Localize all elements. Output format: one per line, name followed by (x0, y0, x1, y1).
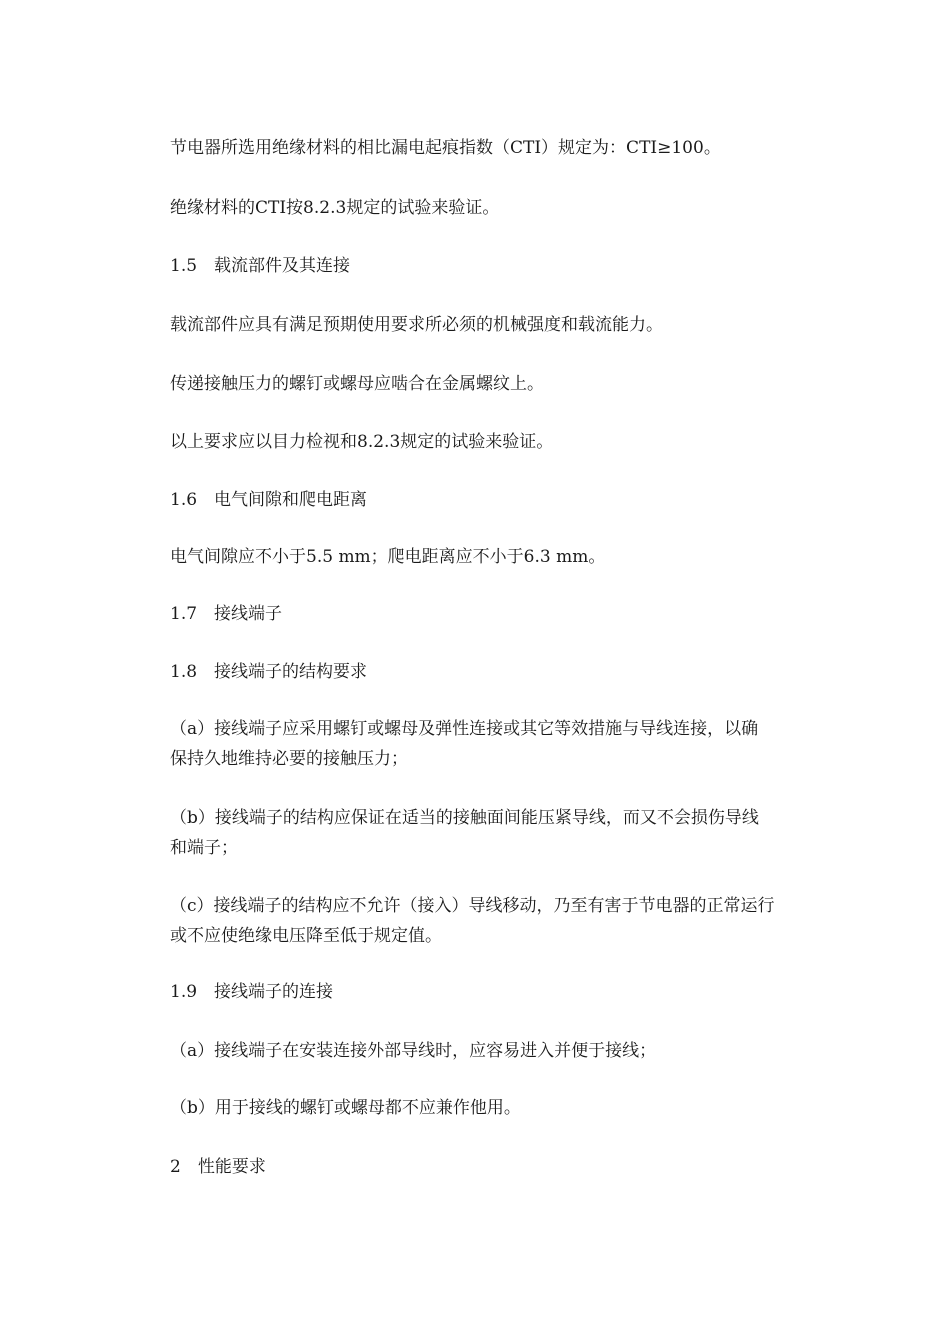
paragraph-c-line2: 或不应使绝缘电压降至低于规定值。 (170, 926, 442, 946)
text-line: 电气间隙应不小于5.5 mm；爬电距离应不小于6.3 mm。 (170, 547, 606, 567)
section-heading: 2 性能要求 (170, 1157, 266, 1177)
section-heading: 1.7 接线端子 (170, 604, 283, 624)
text-line: 传递接触压力的螺钉或螺母应啮合在金属螺纹上。 (170, 374, 544, 394)
paragraph-b-line2: 和端子； (170, 838, 238, 858)
section-heading: 1.8 接线端子的结构要求 (170, 662, 368, 682)
text-line: 以上要求应以目力检视和8.2.3规定的试验来验证。 (170, 432, 554, 452)
section-heading: 1.6 电气间隙和爬电距离 (170, 490, 368, 510)
text-line: 载流部件应具有满足预期使用要求所必须的机械强度和载流能力。 (170, 315, 663, 335)
text-line: （b）用于接线的螺钉或螺母都不应兼作他用。 (170, 1098, 521, 1118)
section-heading: 1.5 载流部件及其连接 (170, 256, 351, 276)
text-line: 绝缘材料的CTI按8.2.3规定的试验来验证。 (170, 198, 500, 218)
paragraph-c-line1: （c）接线端子的结构应不允许（接入）导线移动，乃至有害于节电器的正常运行 (170, 896, 775, 916)
paragraph-b-line1: （b）接线端子的结构应保证在适当的接触面间能压紧导线，而又不会损伤导线 (170, 808, 759, 828)
text-line: （a）接线端子在安装连接外部导线时，应容易进入并便于接线； (170, 1041, 657, 1061)
paragraph-a-line2: 保持久地维持必要的接触压力； (170, 749, 408, 769)
paragraph-a-line1: （a）接线端子应采用螺钉或螺母及弹性连接或其它等效措施与导线连接，以确 (170, 719, 759, 739)
section-heading: 1.9 接线端子的连接 (170, 982, 334, 1002)
text-line: 节电器所选用绝缘材料的相比漏电起痕指数（CTI）规定为：CTI≥100。 (170, 138, 721, 158)
